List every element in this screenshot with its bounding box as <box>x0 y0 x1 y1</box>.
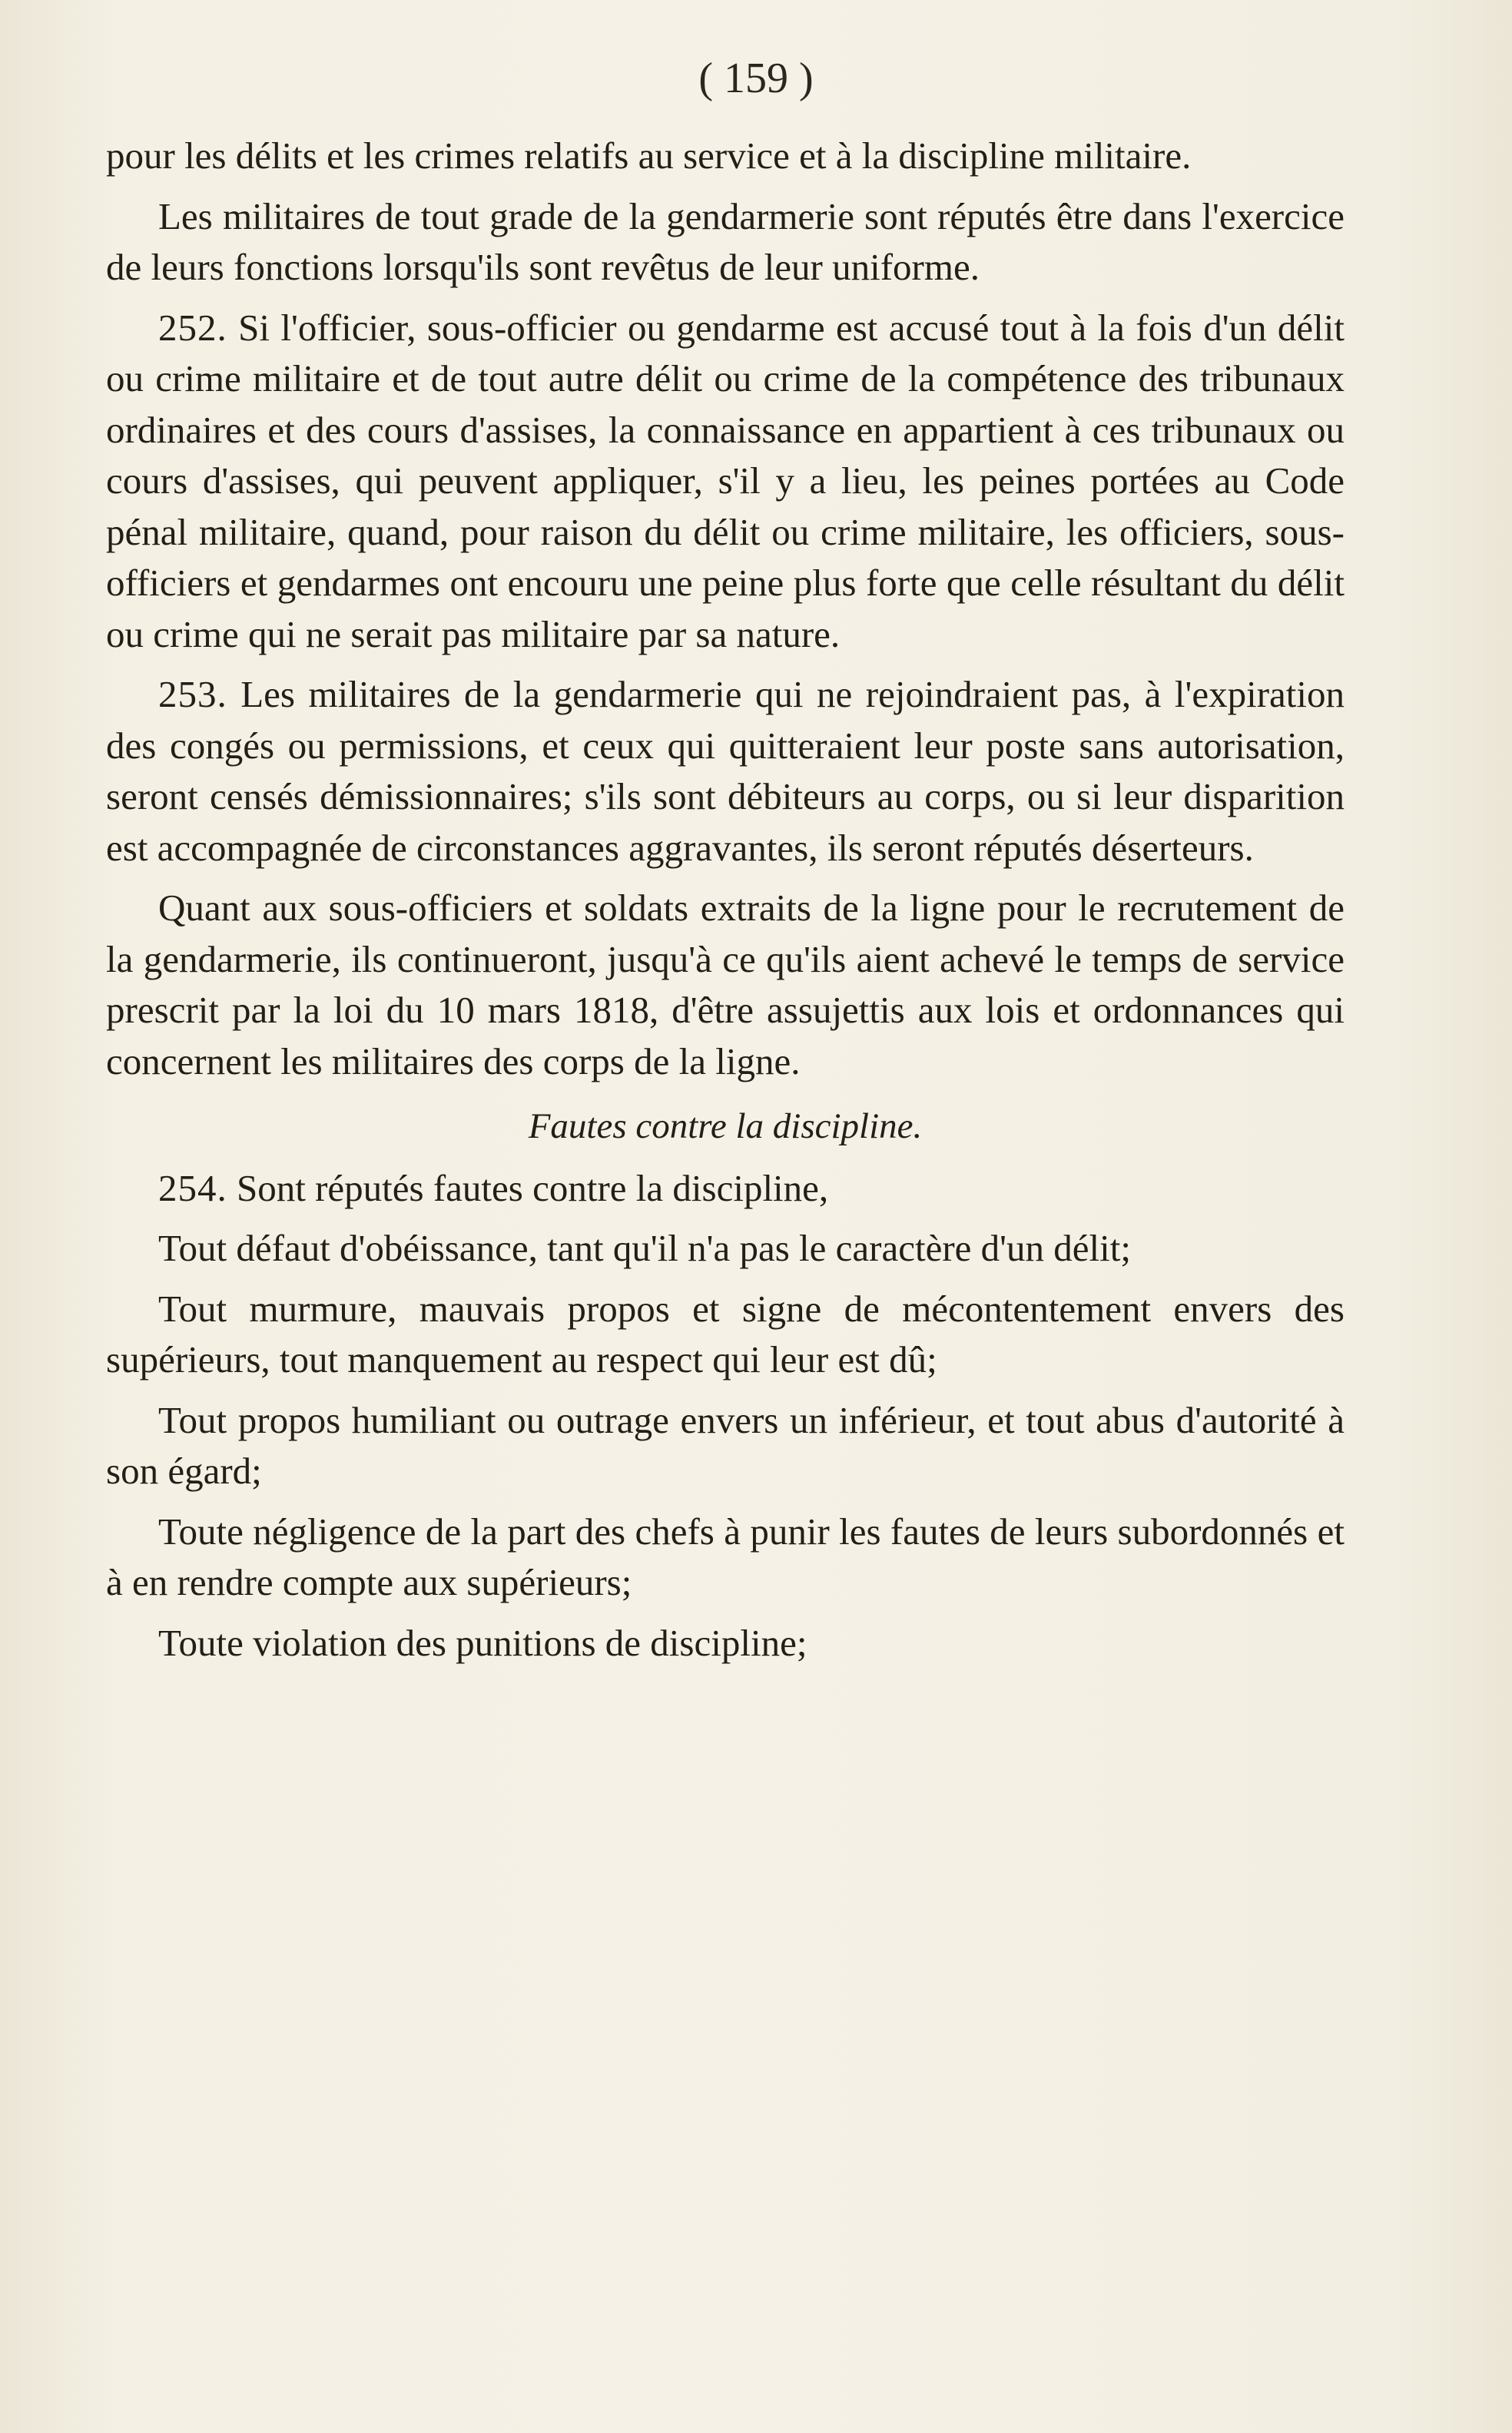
fault-item: Tout propos humiliant ou outrage envers un inférieur, et tout abus d'autorité à son égard; <box>106 1398 1345 1492</box>
paragraph-uniform: Les militaires de tout grade de la gendarmerie sont réputés être dans l'exercice de leurs fonctions lorsqu'ils sont revêtus de leur uniforme. <box>106 194 1345 288</box>
fault-item: Toute violation des punitions de discipline; <box>158 1621 807 1664</box>
fault-item: Toute négligence de la part des chefs à punir les fautes de leurs subordonnés et à en rendre compte aux supérieurs; <box>106 1510 1345 1603</box>
fault-item: Tout défaut d'obéissance, tant qu'il n'a pas le caractère d'un délit; <box>158 1227 1131 1269</box>
section-heading: Fautes contre la discipline. <box>528 1106 923 1146</box>
fault-item: Tout murmure, mauvais propos et signe de mécontentement envers des supérieurs, tout manquement au respect qui leur est dû; <box>106 1287 1345 1381</box>
article-text: Sont réputés fautes contre la discipline, <box>237 1166 829 1209</box>
body-text <box>106 131 1345 1678</box>
article-253 <box>106 669 1345 873</box>
article-number: 254. <box>158 1166 227 1209</box>
article-254 <box>106 1163 1345 1215</box>
paragraph-recruitment: Quant aux sous-officiers et soldats extraits de la ligne pour le recrutement de la gendarmerie, ils continueront, jusqu'à ce qu'ils aient achevé le temps de service prescrit par la loi du 10 mars 1818, d'être assujettis aux lois et ordonnances qui concernent les militaires des corps de la ligne. <box>106 887 1345 1082</box>
article-252 <box>106 303 1345 661</box>
paragraph-continuation: pour les délits et les crimes relatifs au service et à la discipline militaire. <box>106 134 1192 177</box>
article-number: 253. <box>158 673 227 715</box>
article-number: 252. <box>158 306 227 349</box>
page-number: ( 159 ) <box>698 55 814 102</box>
article-text: Les militaires de la gendarmerie qui ne rejoindraient pas, à l'expiration des congés ou permissions, et ceux qui quitteraient leur poste sans autorisation, seront censés démissionnaires; s'ils sont débiteurs au corps, ou si leur disparition est accompagnée de circonstances aggravantes, ils seront réputés déserteurs. <box>106 673 1345 869</box>
article-text: Si l'officier, sous-officier ou gendarme est accusé tout à la fois d'un délit ou crime militaire et de tout autre délit ou crime de la compétence des tribunaux ordinaires et des cours d'assises, la connaissance en appartient à ces tribunaux ou cours d'assises, qui peuvent appliquer, s'il y a lieu, les peines portées au Code pénal militaire, quand, pour raison du délit ou crime militaire, les officiers, sous-officiers et gendarmes ont encouru une peine plus forte que celle résultant du délit ou crime qui ne serait pas militaire par sa nature. <box>106 306 1345 655</box>
